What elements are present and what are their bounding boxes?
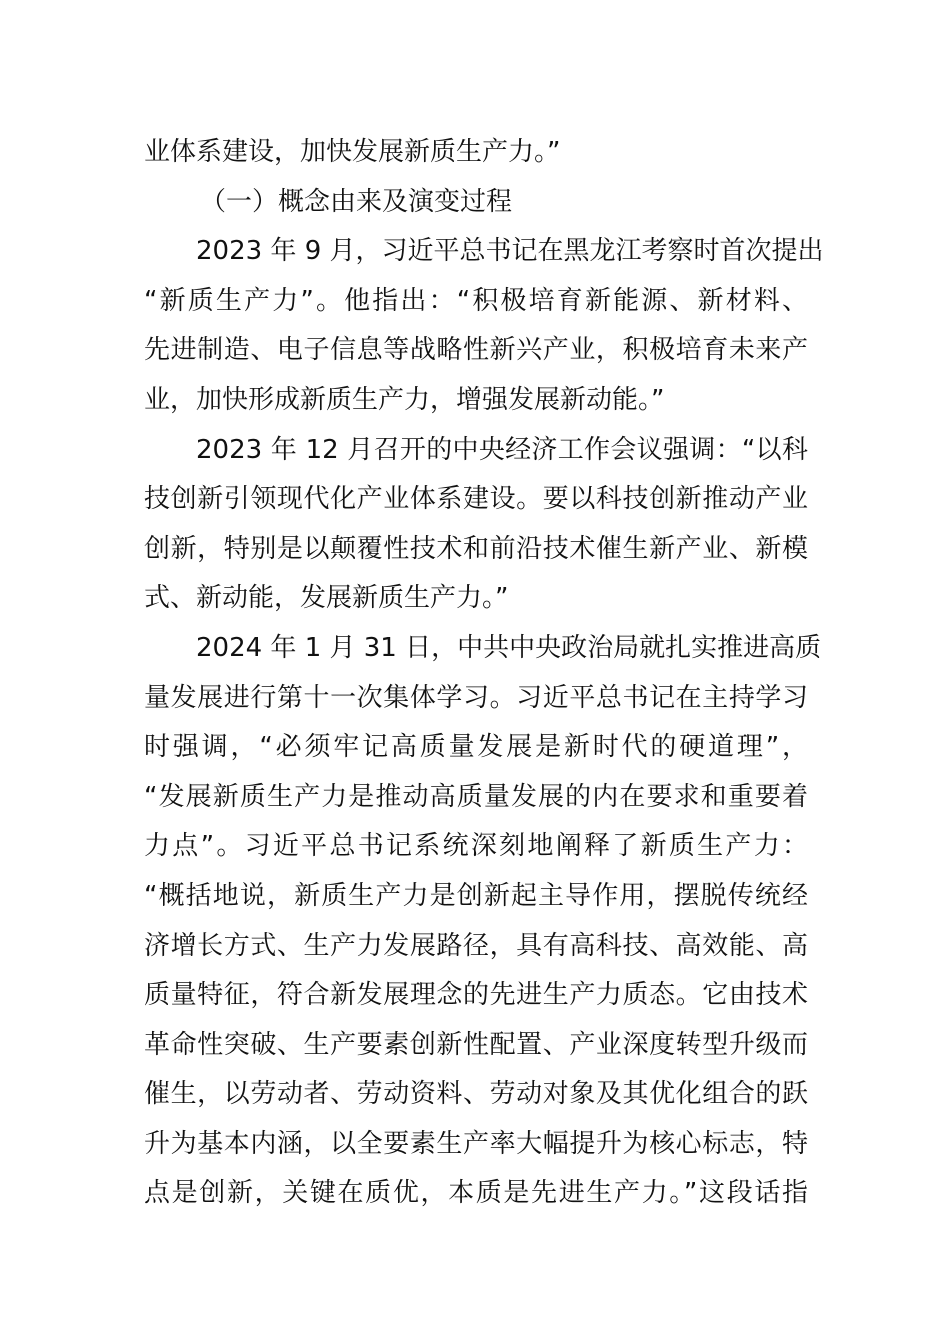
text-line: “概括地说，新质生产力是创新起主导作用，摆脱传统经 [144,880,808,911]
text-line: “发展新质生产力是推动高质量发展的内在要求和重要着 [144,781,808,812]
text-line: 2023 年 12 月召开的中央经济工作会议强调：“以科 [196,434,808,465]
text-line: 先进制造、电子信息等战略性新兴产业，积极培育未来产 [144,335,808,366]
text-line: 2024 年 1 月 31 日，中共中央政治局就扎实推进高质 [196,632,822,663]
text-line: 量发展进行第十一次集体学习。习近平总书记在主持学习 [144,682,808,713]
section-heading: （一）概念由来及演变过程 [200,186,513,217]
text-line: 升为基本内涵，以全要素生产率大幅提升为核心标志，特 [144,1128,808,1159]
text-line: 催生，以劳动者、劳动资料、劳动对象及其优化组合的跃 [144,1079,808,1110]
text-line: 点是创新，关键在质优，本质是先进生产力。”这段话指 [144,1178,808,1209]
text-line: 力点”。习近平总书记系统深刻地阐释了新质生产力： [144,831,808,862]
text-line: 济增长方式、生产力发展路径，具有高科技、高效能、高 [144,930,808,961]
text-line: 革命性突破、生产要素创新性配置、产业深度转型升级而 [144,1029,808,1060]
text-line: “新质生产力”。他指出：“积极培育新能源、新材料、 [144,285,808,316]
body-text [144,128,824,1219]
text-line: 技创新引领现代化产业体系建设。要以科技创新推动产业 [144,484,808,515]
text-line: 时强调，“必须牢记高质量发展是新时代的硬道理”， [144,732,808,763]
text-line: 式、新动能，发展新质生产力。” [144,583,509,614]
text-line: 创新，特别是以颠覆性技术和前沿技术催生新产业、新模 [144,533,808,564]
text-line: 业，加快形成新质生产力，增强发展新动能。” [144,384,665,415]
text-line: 质量特征，符合新发展理念的先进生产力质态。它由技术 [144,980,808,1011]
text-line: 2023 年 9 月，习近平总书记在黑龙江考察时首次提出 [196,236,824,267]
text-line: 业体系建设，加快发展新质生产力。” [144,137,561,167]
